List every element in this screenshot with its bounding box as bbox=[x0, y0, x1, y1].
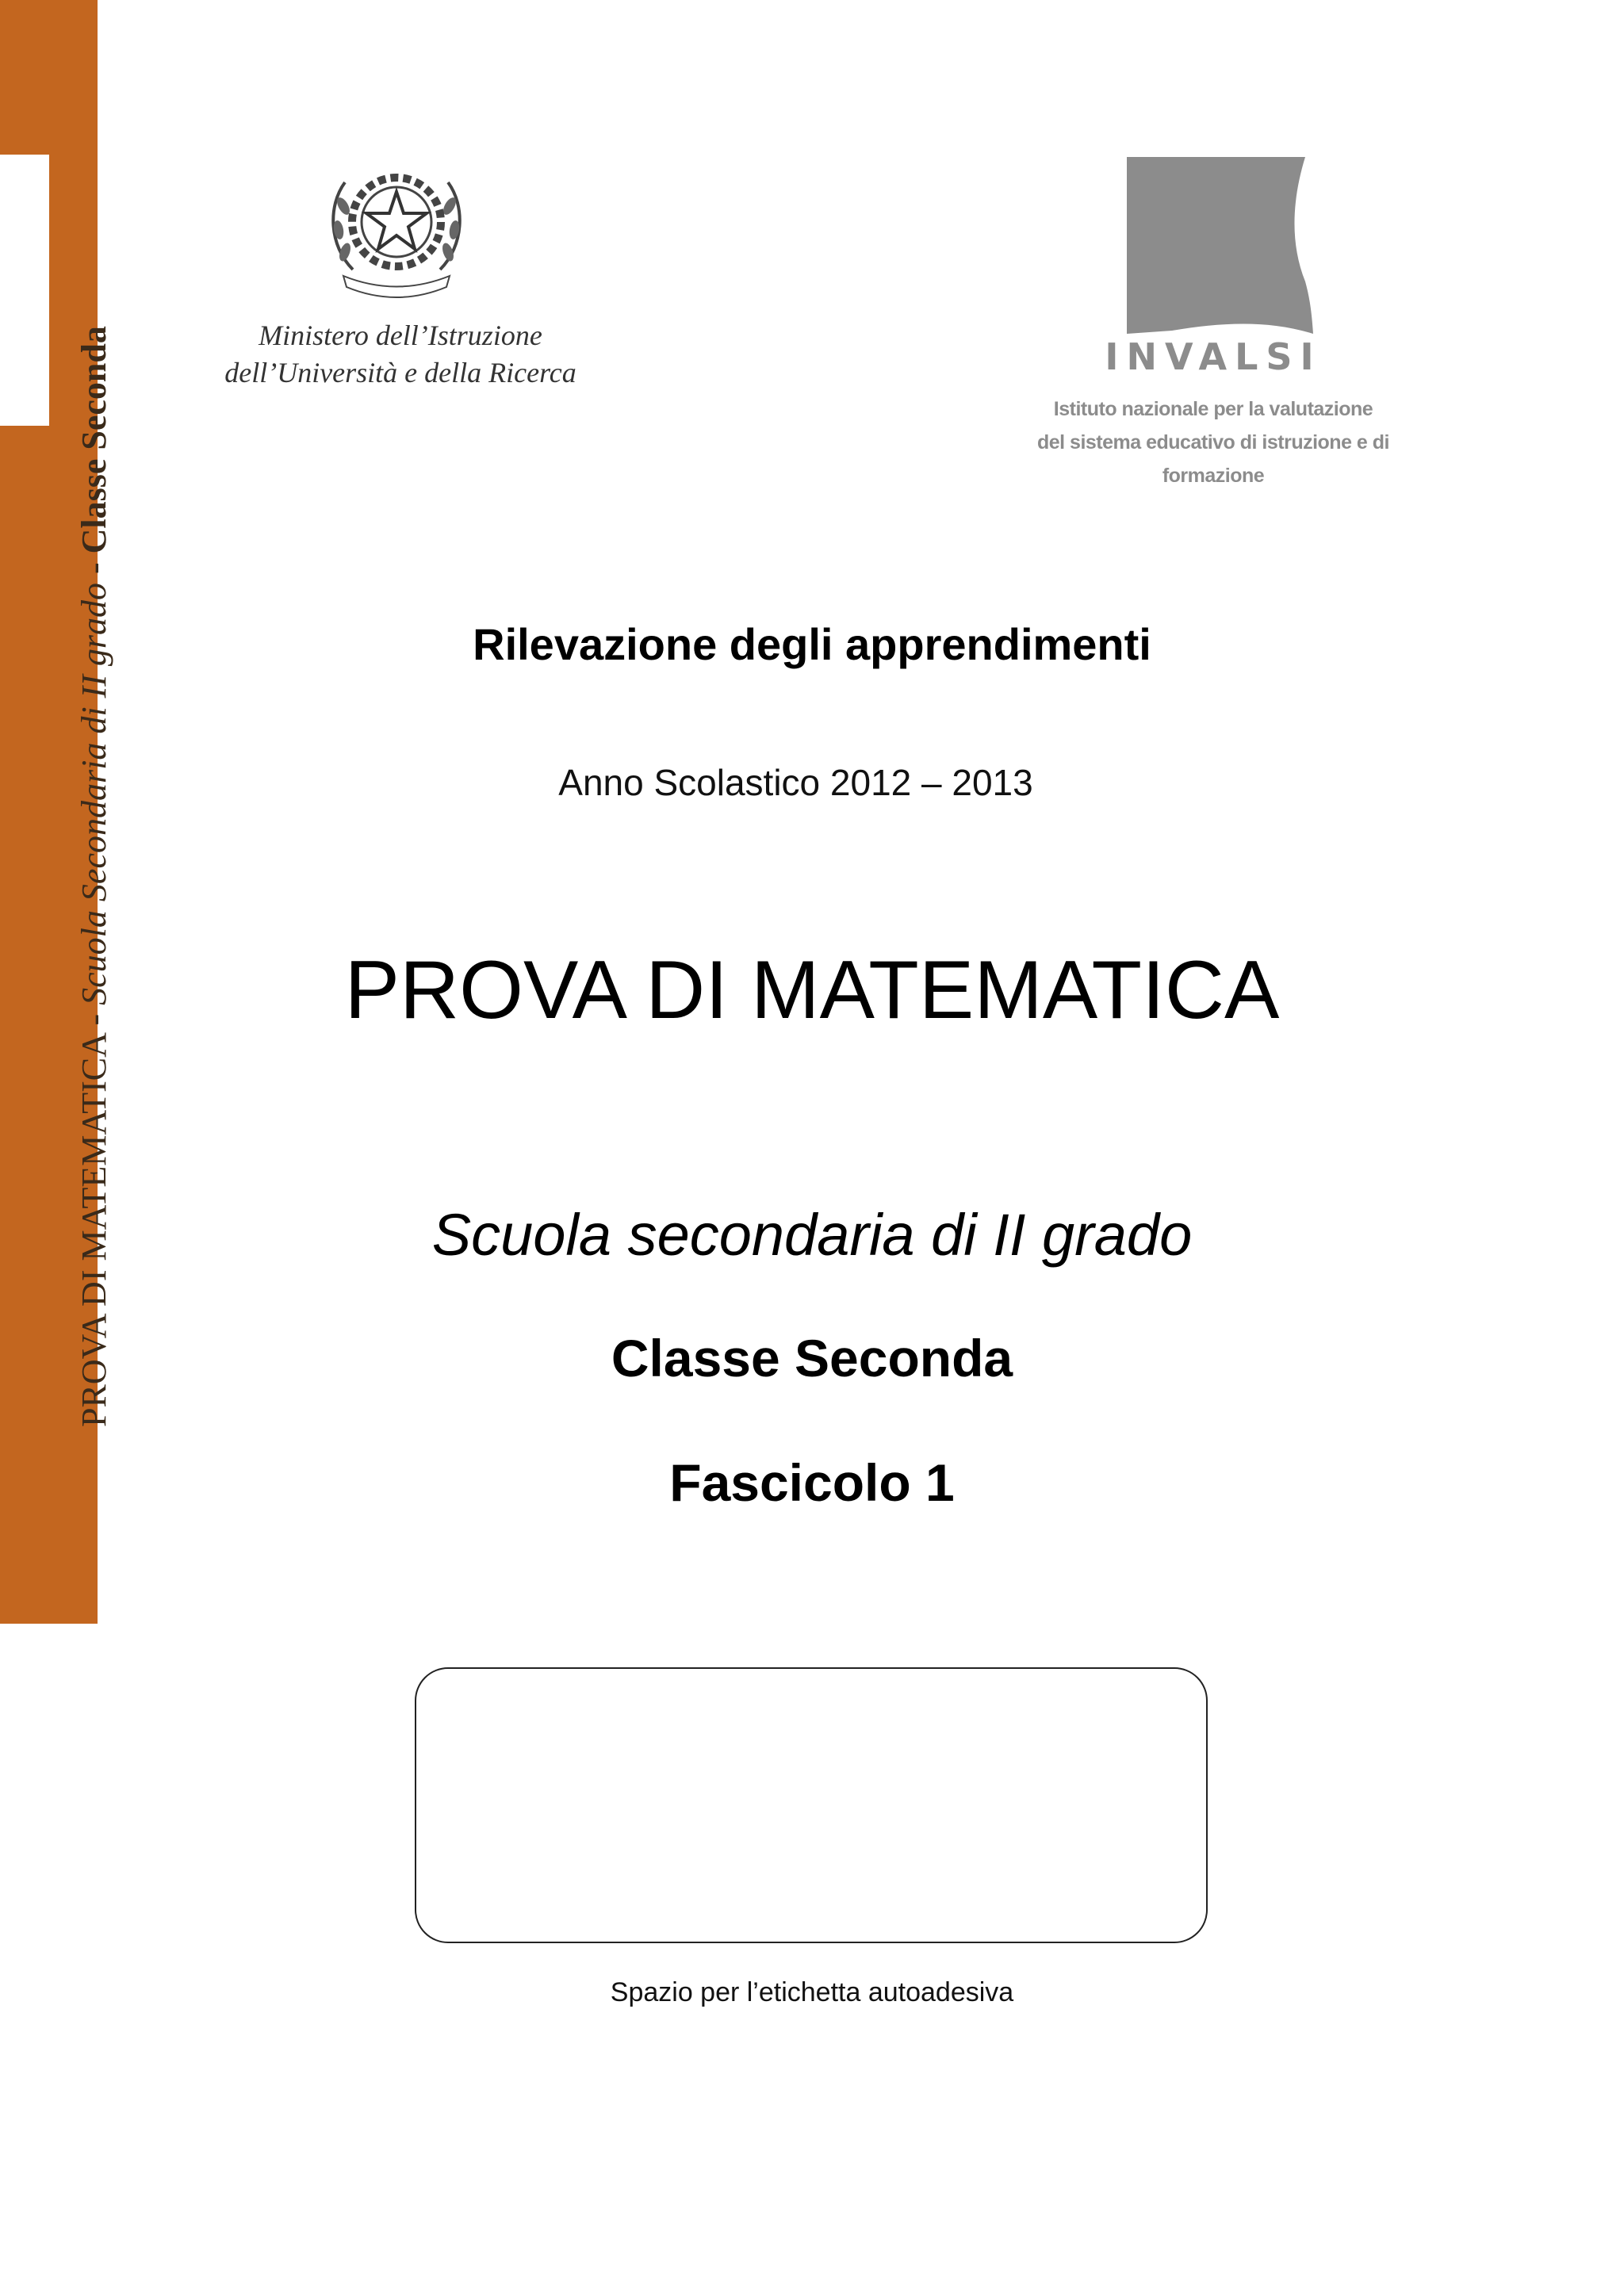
school-year: Anno Scolastico 2012 – 2013 bbox=[558, 762, 1033, 803]
invalsi-logo bbox=[999, 155, 1443, 487]
ministry-name: Ministero dell’Istruzione dell’Università e della Ricerca bbox=[224, 320, 576, 388]
class-label: Classe Seconda bbox=[611, 1329, 1013, 1387]
survey-title: Rilevazione degli apprendimenti bbox=[473, 619, 1151, 669]
italian-republic-emblem-icon bbox=[321, 151, 472, 301]
test-title: PROVA DI MATEMATICA bbox=[344, 944, 1280, 1036]
school-level: Scuola secondaria di II grado bbox=[431, 1202, 1193, 1268]
sticker-label-box bbox=[415, 1667, 1208, 1943]
side-band-notch bbox=[0, 155, 49, 426]
invalsi-subtitle: Istituto nazionale per la valutazione del sistema educativo di istruzione e di formazione bbox=[1036, 398, 1389, 487]
side-band-title: PROVA DI MATEMATICA bbox=[75, 1034, 113, 1427]
side-band-class: Classe Seconda bbox=[75, 326, 113, 554]
sticker-label-caption: Spazio per l’etichetta autoadesiva bbox=[610, 1977, 1014, 2007]
side-band-school: Scuola Secondaria di II grado bbox=[75, 583, 113, 1005]
ministry-logo bbox=[198, 151, 603, 404]
booklet-label: Fascicolo 1 bbox=[669, 1453, 955, 1512]
side-band-text: PROVA DI MATEMATICA - Scuola Secondaria di II grado - Classe Seconda bbox=[75, 326, 113, 1427]
invalsi-wordmark: INVALSI bbox=[1105, 335, 1322, 378]
invalsi-flag-icon bbox=[1124, 155, 1315, 337]
